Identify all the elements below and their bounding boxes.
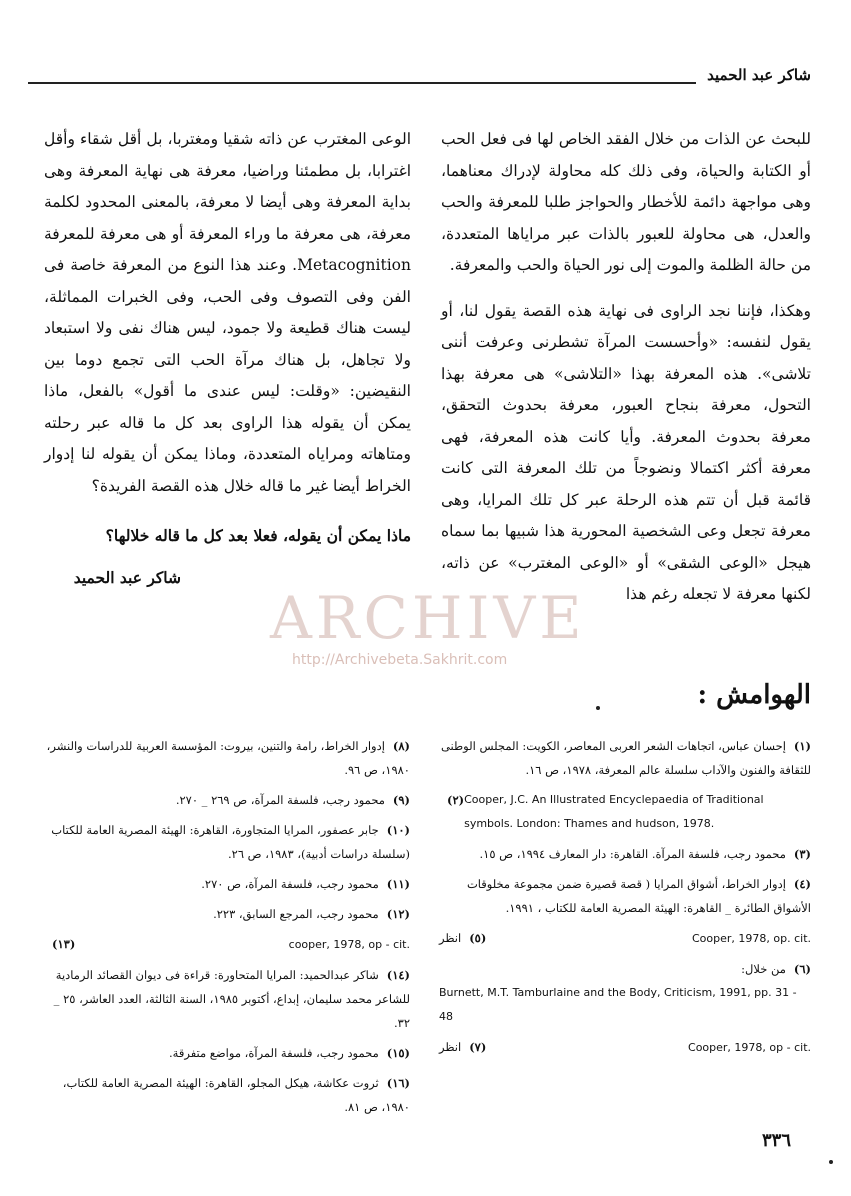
- footnote-number: (٢): [447, 793, 465, 807]
- footnotes-heading: الهوامش :: [697, 680, 811, 710]
- footnote: [44, 734, 410, 782]
- footnote-text: جابر عصفور، المرايا المتجاورة، القاهرة: الهيئة المصرية العامة للكتاب (سلسلة دراسات أدبية)، ١٩٨٣، ص ٢٦.: [51, 823, 410, 861]
- footnote-text: إدوار الخراط، أشواق المرايا ( قصة قصيرة ضمن مجموعة مخلوقات الأشواق الطائرة _ القاهرة: الهيئة المصرية العامة للكتاب ، ١٩٩١.: [466, 877, 811, 915]
- footnote-number: (٥): [469, 931, 487, 945]
- footnote-number: (٦): [793, 962, 811, 976]
- page-number: ٣٣٦: [761, 1130, 791, 1151]
- running-head-author: شاكر عبد الحميد: [707, 66, 811, 84]
- footnote: [44, 788, 410, 812]
- footnote-text: محمود رجب، فلسفة المرآة، ص ٢٦٩ _ ٢٧٠.: [175, 793, 385, 807]
- footnote-text: محمود رجب، فلسفة المرآة، مواضع متفرقة.: [169, 1046, 379, 1060]
- scan-speck: [596, 706, 600, 710]
- footnote: [439, 788, 811, 836]
- body-paragraph-2: وهكذا، فإننا نجد الراوى فى نهاية هذه القصة يقول لنا، أو يقول لنفسه: «وأحسست المرآة تشطرنى وعرفت أننى تلاشى». هذه المعرفة بهذا «التلاشى» هى معرفة بهذا التحول، معرفة بنجاح العبور، معرفة بحدوث التحقق، معرفة بحدوث المعرفة. وأيا كانت هذه المعرفة، فهى معرفة أكثر اكتمالا ونضوجاً من تلك المعرفة التى كانت قائمة قبل أن تتم هذه الرحلة عبر كل تلك المرايا، وهى معرفة تجعل وعى الشخصية المحورية هذا شبيها بما سماه هيجل «الوعى الشقى» أو «الوعى المغترب» عن ذاته، لكنها معرفة لا تجعله رغم هذا: [441, 301, 811, 603]
- footnote: [439, 734, 811, 782]
- footnote-text: ثروت عكاشة، هيكل المجلو، القاهرة: الهيئة المصرية العامة للكتاب، ١٩٨٠، ص ٨١.: [62, 1076, 410, 1114]
- footnote: [44, 932, 410, 957]
- footnote: [439, 957, 811, 1029]
- footnote-text: انظر: [439, 1040, 462, 1054]
- footnote-number: (٩): [392, 793, 410, 807]
- footnote-latin-text: Cooper, J.C. An Illustrated Encyclepaedia of Traditional symbols. London: Thames and hudson, 1978.: [464, 793, 764, 830]
- footnote-text: محمود رجب، فلسفة المرآة، ص ٢٧٠.: [201, 877, 379, 891]
- footnote-text: من خلال:: [741, 962, 786, 976]
- footnote-number: (١): [793, 739, 811, 753]
- footnote-latin-text: Burnett, M.T. Tamburlaine and the Body, Criticism, 1991, pp. 31 - 48: [439, 986, 797, 1023]
- footnote: [439, 1035, 811, 1060]
- footnote-number: (١١): [386, 877, 410, 891]
- footnote: [44, 963, 410, 1035]
- scan-speck: [829, 1160, 833, 1164]
- footnote-number: (٨): [392, 739, 410, 753]
- footnote: [44, 1041, 410, 1065]
- body-paragraph-3: الوعى المغترب عن ذاته شقيا ومغتربا، بل أقل شقاء وأقل اغترابا، بل مطمئنا وراضيا، معرفة هى نهاية المعرفة وهى بداية المعرفة وهى أيضا لا معرفة، بالمعنى المحدود لكلمة معرفة، هى معرفة ما وراء المعرفة أو هى معرفة للمعرفة Metacognition. وعند هذا النوع من المعرفة خاصة فى الفن وفى التصوف وفى الحب، وفى الخبرات المماثلة، ليست هناك قطيعة ولا جمود، ليس هناك نفى ولا استبعاد ولا تجاهل، بل هناك مرآة الحب التى تجمع دوما بين النقيضين: «وقلت: ليس عندى ما أقول» بالفعل، ماذا يمكن أن يقوله هذا الراوى بعد كل ما قاله عبر رحلته ومتاهاته ومراياه المتعددة، وماذا يمكن أن يقوله لنا إدوار الخراط أيضا غير ما قاله خلال هذه القصة الفريدة؟: [44, 130, 411, 495]
- footnote-number: (١٤): [386, 968, 410, 982]
- footnote: [44, 872, 410, 896]
- footnote: [439, 872, 811, 920]
- footnotes-right-column: [439, 734, 811, 1066]
- footnote: [44, 902, 410, 926]
- footnote-text: محمود رجب، المرجع السابق، ٢٢٣.: [213, 907, 379, 921]
- footnote-text: إحسان عباس، اتجاهات الشعر العربى المعاصر، الكويت: المجلس الوطنى للثقافة والفنون والآداب سلسلة عالم المعرفة، ١٩٧٨، ص ١٦.: [440, 739, 811, 777]
- header-rule: [28, 82, 696, 84]
- closing-question: ماذا يمكن أن يقوله، فعلا بعد كل ما قاله خلالها؟: [105, 526, 411, 545]
- body-paragraph-1: للبحث عن الذات من خلال الفقد الخاص لها فى فعل الحب أو الكتابة والحياة، وفى ذلك كله محاولة لإدراك معناهما، وهى مواجهة دائمة للأخطار والحواجز طلبا للمعرفة والحب والعدل، هى محاولة للعبور بالذات عبر مراياها المتعددة، من حالة الظلمة والموت إلى نور الحياة والحب والمعرفة.: [441, 130, 811, 274]
- footnote-number: (٧): [469, 1040, 487, 1054]
- footnote: [44, 1071, 410, 1119]
- footnote-text: إدوار الخراط، رامة والتنين، بيروت: المؤسسة العربية للدراسات والنشر، ١٩٨٠، ص ٩٦.: [46, 739, 410, 777]
- footnote: [439, 926, 811, 951]
- footnote-text: محمود رجب، فلسفة المرآة. القاهرة: دار المعارف ١٩٩٤، ص ١٥.: [479, 847, 786, 861]
- footnote-number: (١٠): [386, 823, 410, 837]
- footnote-number: (٤): [793, 877, 811, 891]
- footnote: [44, 818, 410, 866]
- archive-watermark: ARCHIVE: [270, 584, 586, 652]
- footnote-number: (١٦): [386, 1076, 410, 1090]
- footnote-text: انظر: [439, 931, 462, 945]
- author-signature: شاكر عبد الحميد: [73, 567, 181, 587]
- footnote-number: (١٢): [386, 907, 410, 921]
- footnote-text: شاكر عبدالحميد: المرايا المتحاورة: قراءة فى ديوان القصائد الرمادية للشاعر محمد سليمان، إبداع، أكتوبر ١٩٨٥، السنة الثالثة، العدد العاشر، ٢٥ _ ٣٢.: [53, 968, 410, 1030]
- body-column-left: [44, 124, 411, 593]
- footnote-number: (٣): [793, 847, 811, 861]
- footnote-latin-text: Cooper, 1978, op. cit.: [691, 932, 811, 945]
- footnotes-left-column: [44, 734, 410, 1125]
- footnote-latin-text: Cooper, 1978, op - cit.: [688, 1041, 811, 1054]
- footnote-number: (١٥): [386, 1046, 410, 1060]
- body-column-right: [441, 124, 811, 611]
- footnote-latin-text: cooper, 1978, op - cit.: [288, 938, 410, 951]
- footnote: [439, 842, 811, 866]
- archive-watermark-url: http://Archivebeta.Sakhrit.com: [292, 652, 508, 668]
- footnote-number: (١٣): [52, 937, 76, 951]
